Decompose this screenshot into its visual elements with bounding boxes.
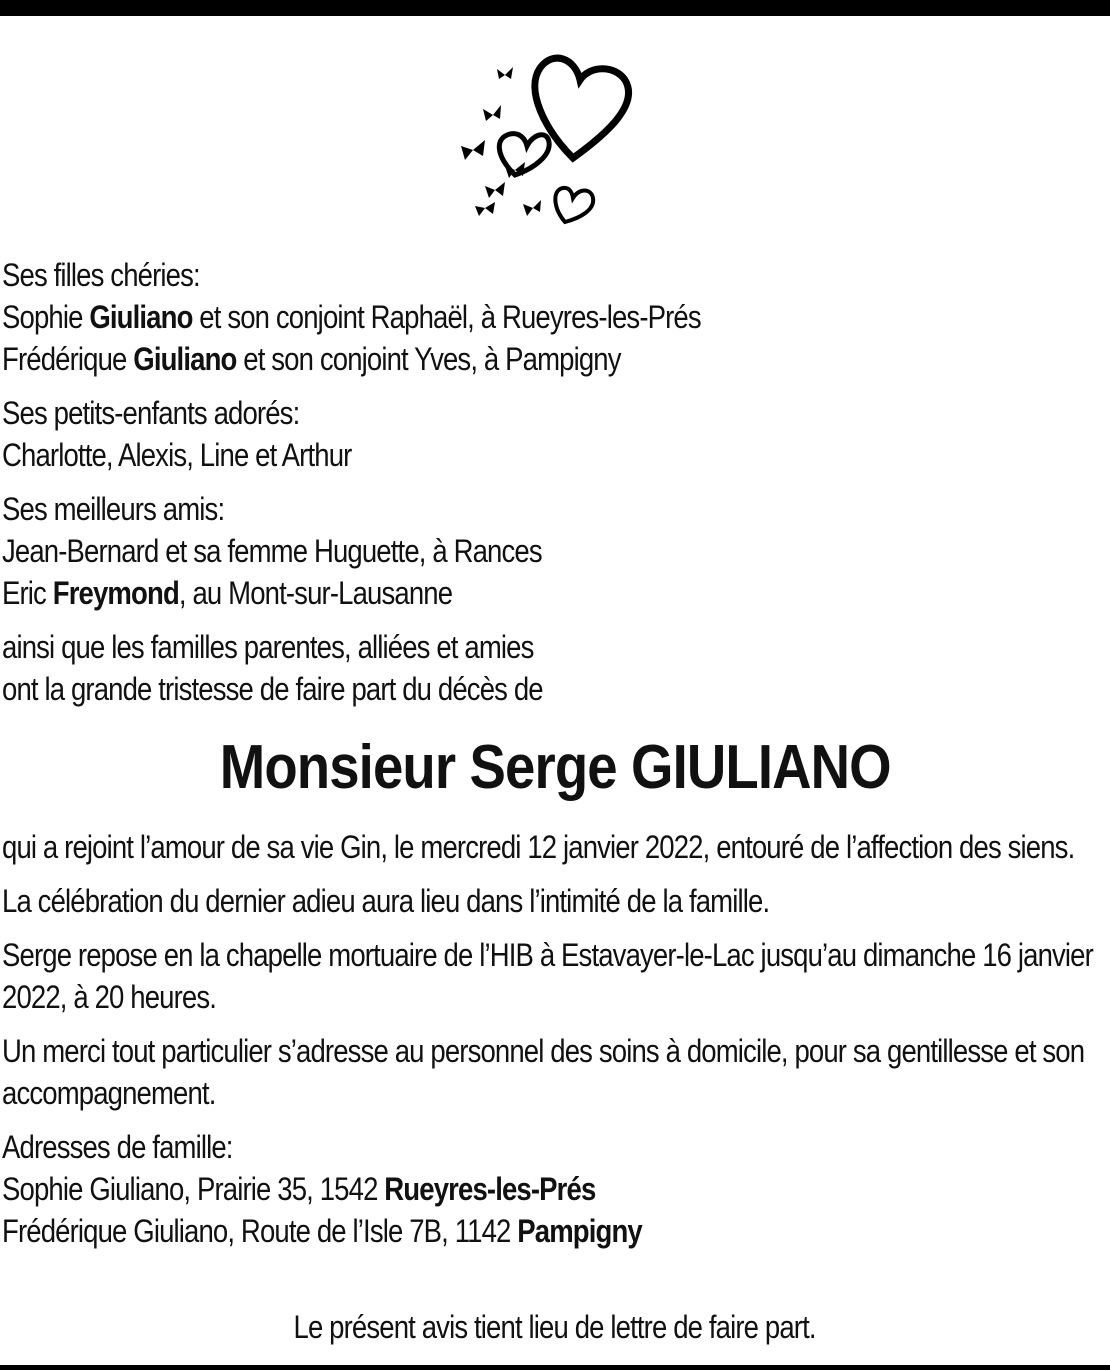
addresses-section <box>2 1126 1108 1252</box>
deceased-name <box>0 728 1110 808</box>
address2-city: Pampigny <box>517 1213 642 1249</box>
hearts-butterflies-icon <box>455 50 655 230</box>
friend2-first: Eric <box>2 575 46 611</box>
bottom-rule <box>0 1365 1110 1370</box>
relatives-line2: ont la grande tristesse de faire part du décès de <box>2 671 543 707</box>
daughter1-rest: et son conjoint Raphaël, à Rueyres-les-Prés <box>199 299 701 335</box>
family-announcement <box>2 254 1108 722</box>
grandchildren-heading: Ses petits-enfants adorés: <box>2 395 300 431</box>
grandchildren-section <box>2 392 1108 476</box>
addresses-heading: Adresses de famille: <box>2 1129 233 1165</box>
daughter1-last: Giuliano <box>89 299 193 335</box>
body-paragraph-2: La célébration du dernier adieu aura lieu dans l’intimité de la famille. <box>2 883 770 919</box>
daughters-heading: Ses filles chéries: <box>2 257 200 293</box>
closing-note <box>0 1306 1110 1348</box>
grandchildren-names: Charlotte, Alexis, Line et Arthur <box>2 437 352 473</box>
friend2-rest: , au Mont-sur-Lausanne <box>178 575 453 611</box>
announcement-body <box>2 826 1108 1264</box>
daughter2-first: Frédérique <box>2 341 127 377</box>
address1-prefix: Sophie Giuliano, Prairie 35, 1542 <box>2 1171 378 1207</box>
address2-prefix: Frédérique Giuliano, Route de l’Isle 7B, 1142 <box>2 1213 511 1249</box>
daughter2-rest: et son conjoint Yves, à Pampigny <box>243 341 621 377</box>
relatives-section <box>2 626 1108 710</box>
friends-section <box>2 488 1108 614</box>
body-paragraph-3: Serge repose en la chapelle mortuaire de l’HIB à Estavayer-le-Lac jusqu’au dimanche 16 janvier 2022, à 20 heures. <box>2 937 1093 1015</box>
daughters-section <box>2 254 1108 380</box>
body-paragraph-4: Un merci tout particulier s’adresse au personnel des soins à domicile, pour sa gentillesse et son accompagnement. <box>2 1033 1085 1111</box>
top-rule <box>0 0 1110 16</box>
friend2-last: Freymond <box>52 575 179 611</box>
body-paragraph-1: qui a rejoint l’amour de sa vie Gin, le mercredi 12 janvier 2022, entouré de l’affection des siens. <box>2 829 1075 865</box>
friends-heading: Ses meilleurs amis: <box>2 491 225 527</box>
daughter2-last: Giuliano <box>133 341 237 377</box>
deceased-name-text: Monsieur Serge GIULIANO <box>219 733 891 802</box>
closing-text: Le présent avis tient lieu de lettre de faire part. <box>293 1309 817 1345</box>
daughter1-first: Sophie <box>2 299 83 335</box>
friend1: Jean-Bernard et sa femme Huguette, à Rances <box>2 533 542 569</box>
address1-city: Rueyres-les-Prés <box>384 1171 596 1207</box>
relatives-line1: ainsi que les familles parentes, alliées et amies <box>2 629 534 665</box>
